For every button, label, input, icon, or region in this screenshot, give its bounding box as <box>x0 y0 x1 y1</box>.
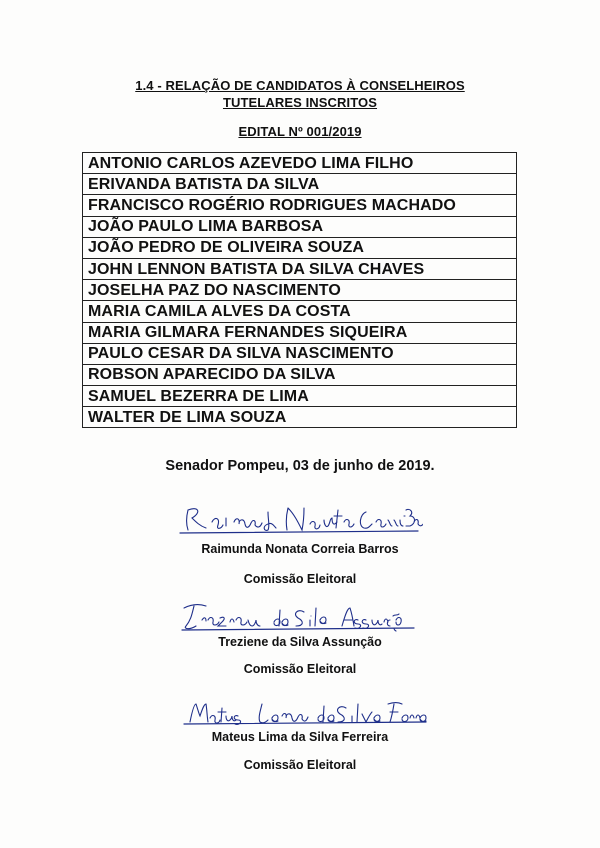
candidate-name: ANTONIO CARLOS AZEVEDO LIMA FILHO <box>83 153 517 174</box>
document-title-line2: TUTELARES INSCRITOS <box>222 95 378 110</box>
table-row <box>83 343 517 364</box>
table-row <box>83 195 517 216</box>
candidate-name: FRANCISCO ROGÉRIO RODRIGUES MACHADO <box>83 195 517 216</box>
candidate-name: JOSELHA PAZ DO NASCIMENTO <box>83 280 517 301</box>
table-row <box>83 280 517 301</box>
table-row <box>83 364 517 385</box>
candidate-name: MARIA CAMILA ALVES DA COSTA <box>83 301 517 322</box>
signatory-name: Raimunda Nonata Correia Barros <box>201 542 399 556</box>
signatory-role: Comissão Eleitoral <box>243 662 357 676</box>
table-row <box>83 153 517 174</box>
candidate-name: JOHN LENNON BATISTA DA SILVA CHAVES <box>83 258 517 279</box>
signatory-role: Comissão Eleitoral <box>243 572 357 586</box>
handwritten-signature <box>178 600 423 634</box>
candidate-name: SAMUEL BEZERRA DE LIMA <box>83 386 517 407</box>
edital-number: EDITAL Nº 001/2019 <box>238 124 362 139</box>
document-title-line1: 1.4 - RELAÇÃO DE CANDIDATOS À CONSELHEIROS <box>135 78 465 93</box>
handwritten-signature <box>178 500 423 536</box>
table-row <box>83 258 517 279</box>
candidate-name: PAULO CESAR DA SILVA NASCIMENTO <box>83 343 517 364</box>
table-row <box>83 407 517 428</box>
signatory-name: Mateus Lima da Silva Ferreira <box>211 730 389 744</box>
table-row <box>83 301 517 322</box>
candidate-name: JOÃO PAULO LIMA BARBOSA <box>83 216 517 237</box>
candidate-name: WALTER DE LIMA SOUZA <box>83 407 517 428</box>
candidate-name: MARIA GILMARA FERNANDES SIQUEIRA <box>83 322 517 343</box>
table-row <box>83 216 517 237</box>
table-row <box>83 237 517 258</box>
candidate-name: JOÃO PEDRO DE OLIVEIRA SOUZA <box>83 237 517 258</box>
signatory-name: Treziene da Silva Assunção <box>218 635 382 649</box>
table-row <box>83 322 517 343</box>
table-row <box>83 174 517 195</box>
candidate-name: ROBSON APARECIDO DA SILVA <box>83 364 517 385</box>
handwritten-signature <box>182 696 432 728</box>
place-and-date: Senador Pompeu, 03 de junho de 2019. <box>165 458 435 474</box>
signatory-role: Comissão Eleitoral <box>243 758 357 772</box>
table-row <box>83 386 517 407</box>
candidates-table <box>82 152 517 428</box>
candidate-name: ERIVANDA BATISTA DA SILVA <box>83 174 517 195</box>
